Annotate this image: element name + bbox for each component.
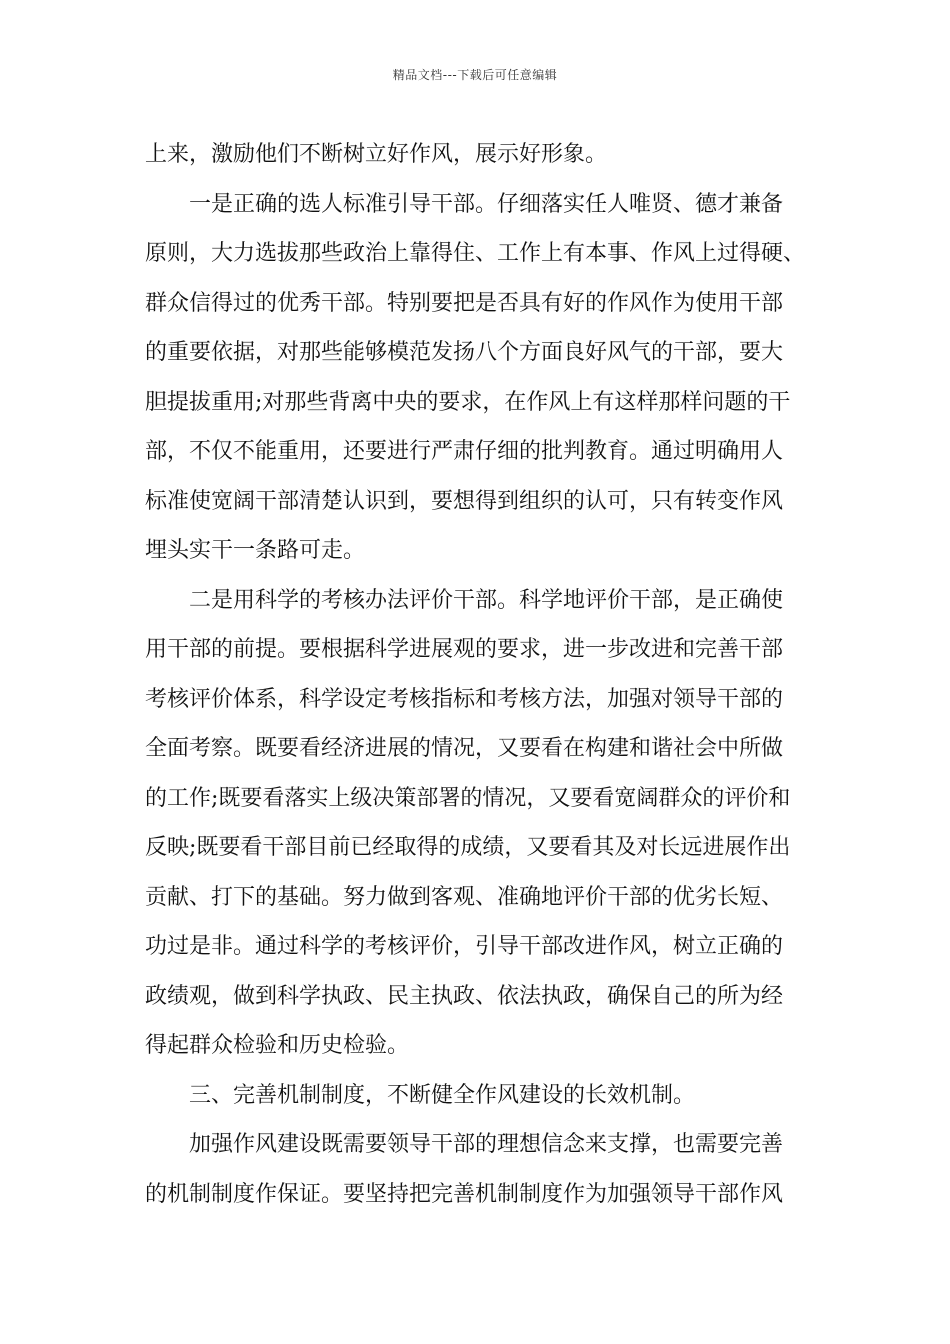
text-line: 反映;既要看干部目前已经取得的成绩，又要看其及对长远进展作出 bbox=[145, 835, 791, 860]
text-line: 标准使宽阔干部清楚认识到，要想得到组织的认可，只有转变作风 bbox=[145, 488, 784, 514]
text-line: 一是正确的选人标准引导干部。仔细落实任人唯贤、德才兼备 bbox=[189, 191, 784, 217]
text-line: 上来，激励他们不断树立好作风，展示好形象。 bbox=[145, 142, 608, 167]
text-line: 胆提拔重用;对那些背离中央的要求，在作风上有这样那样问题的干 bbox=[145, 389, 791, 415]
text-line: 全面考察。既要看经济进展的情况，又要看在构建和谐社会中所做 bbox=[145, 736, 784, 761]
text-line: 的机制制度作保证。要坚持把完善机制制度作为加强领导干部作风 bbox=[145, 1181, 784, 1207]
text-line: 贡献、打下的基础。努力做到客观、准确地评价干部的优劣长短、 bbox=[145, 884, 784, 910]
text-line: 考核评价体系，科学设定考核指标和考核方法，加强对领导干部的 bbox=[145, 686, 784, 712]
text-line: 的工作;既要看落实上级决策部署的情况，又要看宽阔群众的评价和 bbox=[145, 785, 791, 811]
text-line: 的重要依据，对那些能够模范发扬八个方面良好风气的干部，要大 bbox=[145, 340, 784, 365]
text-line: 二是用科学的考核办法评价干部。科学地评价干部，是正确使 bbox=[189, 587, 784, 613]
text-line: 加强作风建设既需要领导干部的理想信念来支撑，也需要完善 bbox=[189, 1132, 784, 1157]
document-body bbox=[145, 130, 825, 1219]
text-line: 得起群众检验和历史检验。 bbox=[145, 1033, 410, 1058]
text-line: 部，不仅不能重用，还要进行严肃仔细的批判教育。通过明确用人 bbox=[145, 439, 784, 464]
text-line: 三、完善机制制度，不断健全作风建设的长效机制。 bbox=[189, 1082, 696, 1108]
text-line: 群众信得过的优秀干部。特别要把是否具有好的作风作为使用干部 bbox=[145, 290, 784, 316]
text-line: 埋头实干一条路可走。 bbox=[145, 538, 366, 563]
text-line: 功过是非。通过科学的考核评价，引导干部改进作风，树立正确的 bbox=[145, 934, 784, 959]
text-line: 政绩观，做到科学执政、民主执政、依法执政，确保自己的所为经 bbox=[145, 983, 784, 1009]
text-line: 用干部的前提。要根据科学进展观的要求，进一步改进和完善干部 bbox=[145, 637, 784, 662]
page-header: 精品文档---下载后可任意编辑 bbox=[392, 68, 558, 82]
text-line: 原则，大力选拔那些政治上靠得住、工作上有本事、作风上过得硬、 bbox=[145, 241, 806, 266]
